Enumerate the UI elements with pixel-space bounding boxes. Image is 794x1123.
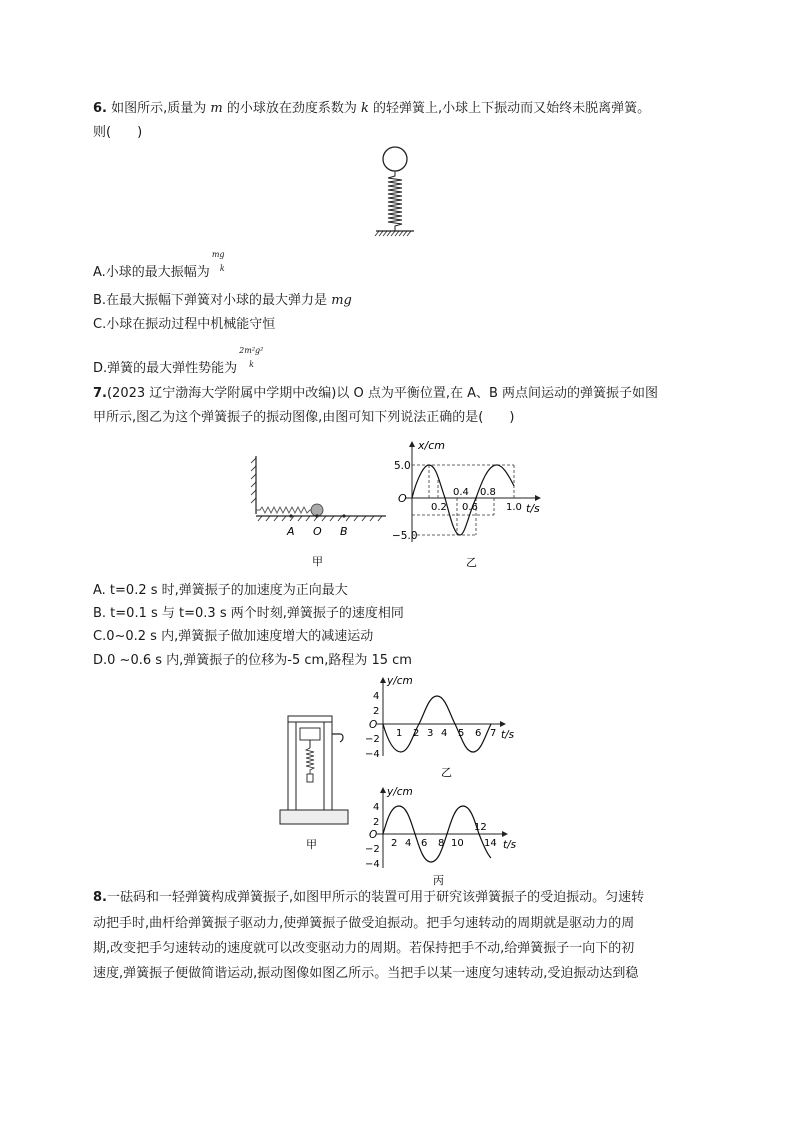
origin-label: O [398,492,407,505]
x-tick-7: 7 [490,728,497,739]
q8-stem-line1 [93,890,644,906]
handle-icon[interactable] [332,734,343,742]
caption-bing: 丙 [433,874,444,887]
y-axis-label: y/cm [387,786,413,798]
left-post [288,720,296,810]
q6-number: 6. [93,101,107,116]
fraction-numerator: mg [211,250,225,259]
ball [383,147,407,171]
point-o-dot [315,514,318,517]
x-axis-label: t/s [503,839,517,851]
y-tick-neg4: −4 [365,749,380,760]
t-tick-0.8: 0.8 [480,487,496,498]
y-tick-2: 2 [373,817,380,828]
q6-stem-part: 的小球放在劲度系数为 [222,101,361,116]
caption-yi: 乙 [441,766,452,779]
y-tick-neg5: −5.0 [392,530,418,542]
q6-option-b-text: B.在最大振幅下弹簧对小球的最大弹力是 [93,293,332,308]
spring [388,171,402,231]
q6-ball-spring-figure [370,143,420,239]
t-tick-0.4: 0.4 [453,487,469,498]
q8-stem-line3: 期,改变把手匀速转动的速度就可以改变驱动力的周期。若保持把手不动,给弹簧振子一向下的初 [93,941,635,956]
x-tick-5: 5 [458,728,465,739]
top-bar [288,716,332,722]
spring [306,748,314,774]
q6-option-d-fraction [237,346,277,374]
caption-jia: 甲 [306,838,317,851]
q7-figure-yi [392,436,552,570]
t-tick-0.6: 0.6 [462,502,478,513]
q8-graph-bing [355,782,520,892]
x-tick-4: 4 [405,838,412,849]
q8-number: 8. [93,890,107,905]
guide-lines [412,465,514,535]
label-o: O [313,525,322,538]
fraction-numerator: 2m²g² [239,346,264,355]
x-axis-label: t/s [526,502,540,515]
q6-option-d-text: D.弹簧的最大弹性势能为 [93,361,238,376]
oscillator-ball [311,504,323,516]
x-tick-1: 1 [396,728,403,739]
y-tick-neg4: −4 [365,859,380,870]
base [280,810,348,824]
x-tick-6: 6 [475,728,482,739]
y-axis-label: y/cm [387,675,413,687]
point-b-dot [342,514,345,517]
x-tick-12: 12 [474,822,487,833]
q7-stem-line1 [93,386,658,402]
q7-stem-text: (2023 辽宁渤海大学附属中学期中改编)以 O 点为平衡位置,在 A、B 两点间运动的弹簧振子如图 [106,386,659,401]
y-tick-2: 2 [373,706,380,717]
x-tick-6: 6 [421,838,428,849]
q6-option-d[interactable] [93,346,277,377]
origin-label: O [369,829,378,841]
q8-text: 一砝码和一轻弹簧构成弹簧振子,如图甲所示的装置可用于研究该弹簧振子的受迫振动。匀速转 [106,890,645,905]
q8-apparatus-figure [274,712,354,860]
x-tick-3: 3 [427,728,434,739]
weight [307,774,313,782]
q7-figure-jia [248,448,390,572]
q6-option-a[interactable] [93,250,250,281]
q7-stem-line2: 甲所示,图乙为这个弹簧振子的振动图像,由图可知下列说法正确的是( ) [93,410,515,425]
x-tick-2: 2 [413,728,420,739]
wall-hatch [251,458,256,503]
point-a-dot [289,514,292,517]
q6-option-a-fraction [210,250,250,278]
q7-option-d[interactable]: D.0 ~0.6 s 内,弹簧振子的位移为-5 cm,路程为 15 cm [93,653,412,668]
x-tick-10: 10 [451,838,464,849]
q8-stem-line2: 动把手时,曲杆给弹簧振子驱动力,使弹簧振子做受迫振动。把手匀速转动的周期就是驱动力的周 [93,916,635,931]
t-tick-1.0: 1.0 [506,502,522,513]
y-tick-5: 5.0 [394,460,411,472]
q8-stem-line4: 速度,弹簧振子便做简谐运动,振动图像如图乙所示。当把手以某一速度匀速转动,受迫振动达到稳 [93,966,639,981]
q6-stem-line1 [93,101,650,117]
caption-yi: 乙 [466,556,477,569]
q7-number: 7. [93,386,107,401]
y-axis-label: x/cm [418,439,445,452]
q6-stem-part: 如图所示,质量为 [111,101,211,116]
spring [256,507,311,513]
q6-var-m: m [210,101,223,116]
t-tick-0.2: 0.2 [431,502,447,513]
x-tick-4: 4 [441,728,448,739]
x-tick-8: 8 [438,838,445,849]
y-tick-neg2: −2 [365,734,380,745]
crank-box [300,728,320,740]
fraction-denominator: k [219,264,225,273]
q6-option-a-text: A.小球的最大振幅为 [93,265,210,280]
x-tick-2: 2 [391,838,398,849]
q6-stem-line2: 则( ) [93,125,143,140]
q6-var-k: k [360,101,369,116]
y-tick-4: 4 [373,802,380,813]
right-post [324,720,332,810]
y-tick-neg2: −2 [365,844,380,855]
q8-graph-yi [355,672,520,782]
label-a: A [287,525,295,538]
ground-hatch [258,516,382,521]
q7-option-c[interactable]: C.0~0.2 s 内,弹簧振子做加速度增大的减速运动 [93,629,374,644]
q6-option-c[interactable]: C.小球在振动过程中机械能守恒 [93,317,276,332]
q7-option-b[interactable]: B. t=0.1 s 与 t=0.3 s 两个时刻,弹簧振子的速度相同 [93,606,404,621]
label-b: B [340,525,348,538]
oscillation-curve [412,465,514,535]
caption-jia: 甲 [312,555,323,568]
x-axis-label: t/s [501,729,515,741]
fraction-denominator: k [249,360,255,369]
q6-stem-part: 的轻弹簧上,小球上下振动而又始终未脱离弹簧。 [368,101,651,116]
ground-hatch [375,231,411,236]
q7-option-a[interactable]: A. t=0.2 s 时,弹簧振子的加速度为正向最大 [93,583,348,598]
x-tick-14: 14 [484,838,497,849]
origin-label: O [369,719,378,731]
q6-option-b[interactable] [93,293,352,309]
y-tick-4: 4 [373,691,380,702]
q6-option-b-var: mg [331,293,352,308]
